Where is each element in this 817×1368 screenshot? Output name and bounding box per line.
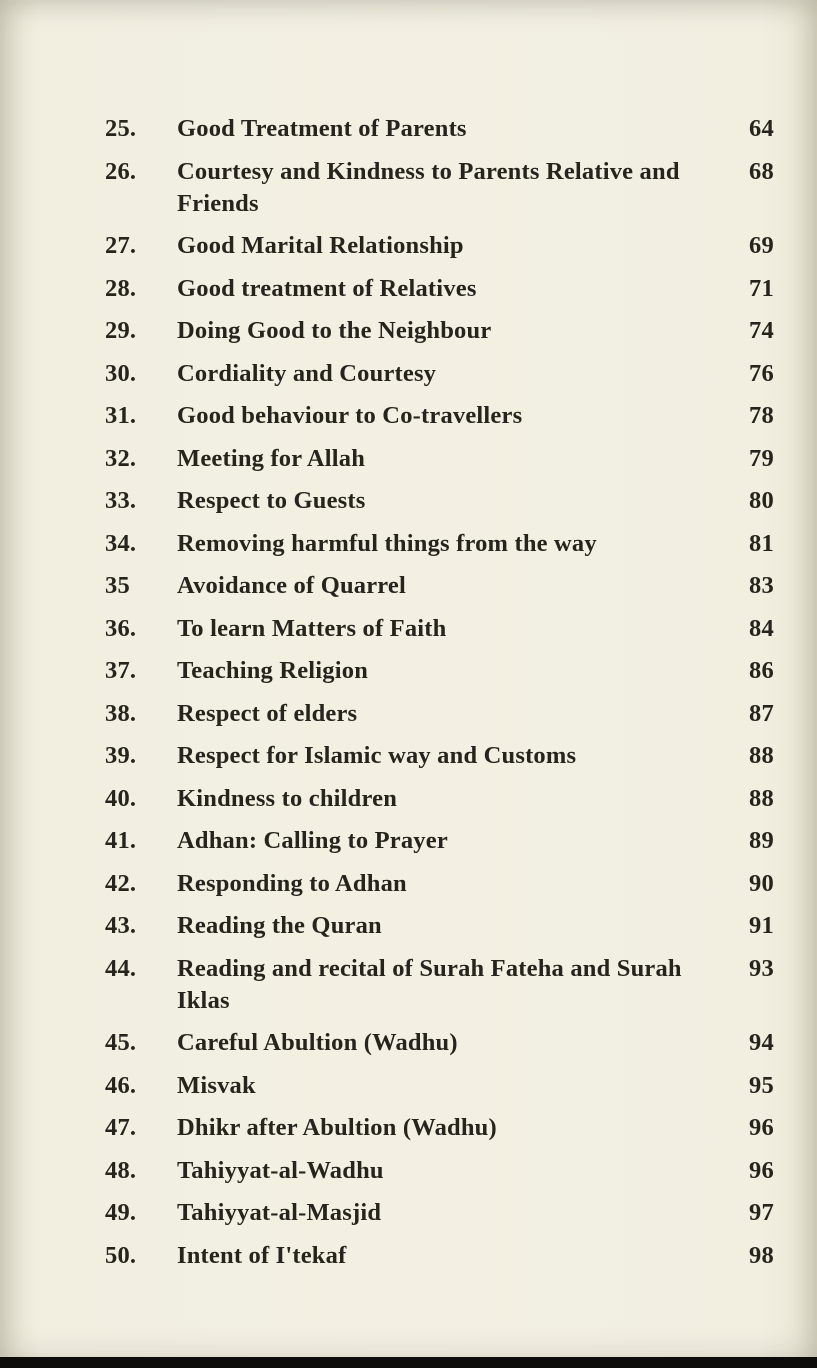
entry-page-number: 90: [749, 869, 774, 897]
entry-number: 48.: [105, 1156, 137, 1184]
entry-number: 32.: [105, 444, 137, 472]
toc-entry: [103, 1155, 787, 1187]
entry-page-number: 76: [749, 359, 774, 387]
entry-page-number: 96: [749, 1156, 774, 1184]
entry-title: Tahiyyat-al-Masjid: [177, 1199, 382, 1226]
entry-number: 36.: [105, 614, 137, 642]
entry-title: Doing Good to the Neighbour: [177, 317, 492, 344]
entry-number: 49.: [105, 1199, 137, 1226]
entry-page-number: 87: [749, 699, 774, 727]
entry-page-number: 68: [749, 157, 774, 185]
entry-title: Respect of elders: [177, 699, 358, 727]
entry-number: 43.: [105, 912, 137, 939]
entry-number: 38.: [105, 699, 137, 727]
entry-title: Teaching Religion: [177, 657, 369, 684]
entry-page-number: 88: [749, 784, 774, 812]
entry-number: 46.: [105, 1071, 137, 1099]
toc-entry: [103, 570, 787, 602]
entry-title: Reading and recital of Surah Fateha and Surah Iklas: [177, 954, 682, 1014]
toc-entry: [103, 400, 787, 432]
entry-title: Misvak: [177, 1071, 256, 1099]
entry-page-number: 83: [749, 572, 774, 599]
toc-entry: [103, 113, 787, 145]
entry-number: 25.: [105, 115, 137, 142]
entry-title: Cordiality and Courtesy: [177, 359, 437, 387]
toc-entry: [103, 1197, 787, 1229]
entry-title: Dhikr after Abultion (Wadhu): [177, 1114, 497, 1141]
entry-title: Responding to Adhan: [177, 869, 407, 897]
toc-entry: [103, 528, 787, 560]
toc-entry: [103, 783, 787, 815]
entry-page-number: 88: [749, 742, 774, 769]
entry-page-number: 95: [749, 1071, 774, 1099]
entry-page-number: 78: [749, 402, 774, 429]
entry-number: 35: [105, 572, 130, 599]
entry-page-number: 94: [749, 1029, 774, 1056]
entry-number: 40.: [105, 784, 137, 812]
toc-entry: [103, 156, 787, 220]
entry-number: 42.: [105, 869, 137, 897]
entry-number: 26.: [105, 157, 137, 185]
entry-page-number: 84: [749, 614, 774, 642]
toc-entry: [103, 1070, 787, 1102]
entry-number: 44.: [105, 954, 137, 982]
toc-entry: [103, 613, 787, 645]
entry-page-number: 64: [749, 115, 774, 142]
entry-page-number: 79: [749, 444, 774, 472]
entry-page-number: 69: [749, 232, 774, 259]
entry-page-number: 91: [749, 912, 774, 939]
entry-number: 41.: [105, 827, 137, 854]
entry-title: Kindness to children: [177, 784, 398, 812]
toc-entry: [103, 1112, 787, 1144]
toc-entry: [103, 868, 787, 900]
entry-number: 29.: [105, 317, 137, 344]
entry-number: 45.: [105, 1029, 137, 1056]
entry-title: Good treatment of Relatives: [177, 274, 477, 302]
entry-title: Good behaviour to Co-travellers: [177, 402, 523, 429]
entry-title: Respect for Islamic way and Customs: [177, 742, 577, 769]
entry-title: Tahiyyat-al-Wadhu: [177, 1156, 384, 1184]
toc-entry: [103, 230, 787, 262]
toc-entry: [103, 953, 787, 1017]
toc-entry: [103, 825, 787, 857]
entry-number: 31.: [105, 402, 137, 429]
entry-page-number: 96: [749, 1114, 774, 1141]
entry-page-number: 71: [749, 274, 774, 302]
entry-number: 28.: [105, 274, 137, 302]
entry-page-number: 86: [749, 657, 774, 684]
toc-entry: [103, 485, 787, 517]
entry-title: Good Treatment of Parents: [177, 115, 467, 142]
toc-entry: [103, 358, 787, 390]
entry-number: 39.: [105, 742, 137, 769]
entry-page-number: 93: [749, 954, 774, 982]
toc-entry: [103, 910, 787, 942]
entry-page-number: 98: [749, 1241, 774, 1269]
toc-entry: [103, 1240, 787, 1272]
entry-title: Avoidance of Quarrel: [177, 572, 407, 599]
entry-title: Meeting for Allah: [177, 444, 366, 472]
entry-number: 50.: [105, 1241, 137, 1269]
entry-page-number: 89: [749, 827, 774, 854]
entry-title: Removing harmful things from the way: [177, 529, 597, 557]
entry-page-number: 81: [749, 529, 774, 557]
entry-title: Adhan: Calling to Prayer: [177, 827, 448, 854]
toc-entry: [103, 273, 787, 305]
entry-number: 33.: [105, 487, 137, 514]
entry-page-number: 97: [749, 1199, 774, 1226]
entry-title: Respect to Guests: [177, 487, 366, 514]
toc-entry: [103, 443, 787, 475]
entry-page-number: 80: [749, 487, 774, 514]
toc-entry: [103, 315, 787, 347]
entry-title: Reading the Quran: [177, 912, 382, 939]
entry-number: 27.: [105, 232, 137, 259]
toc-entry: [103, 740, 787, 772]
entry-number: 30.: [105, 359, 137, 387]
entry-title: To learn Matters of Faith: [177, 614, 447, 642]
entry-title: Good Marital Relationship: [177, 232, 464, 259]
entry-title: Careful Abultion (Wadhu): [177, 1029, 458, 1056]
toc-entry: [103, 698, 787, 730]
scan-edge-bar: [0, 1357, 817, 1368]
entry-number: 47.: [105, 1114, 137, 1141]
entry-title: Courtesy and Kindness to Parents Relative and Friends: [177, 157, 680, 217]
toc-entry: [103, 1027, 787, 1059]
entry-title: Intent of I'tekaf: [177, 1241, 347, 1269]
entry-number: 34.: [105, 529, 137, 557]
entry-page-number: 74: [749, 317, 774, 344]
table-of-contents: [103, 113, 787, 1282]
entry-number: 37.: [105, 657, 137, 684]
toc-entry: [103, 655, 787, 687]
